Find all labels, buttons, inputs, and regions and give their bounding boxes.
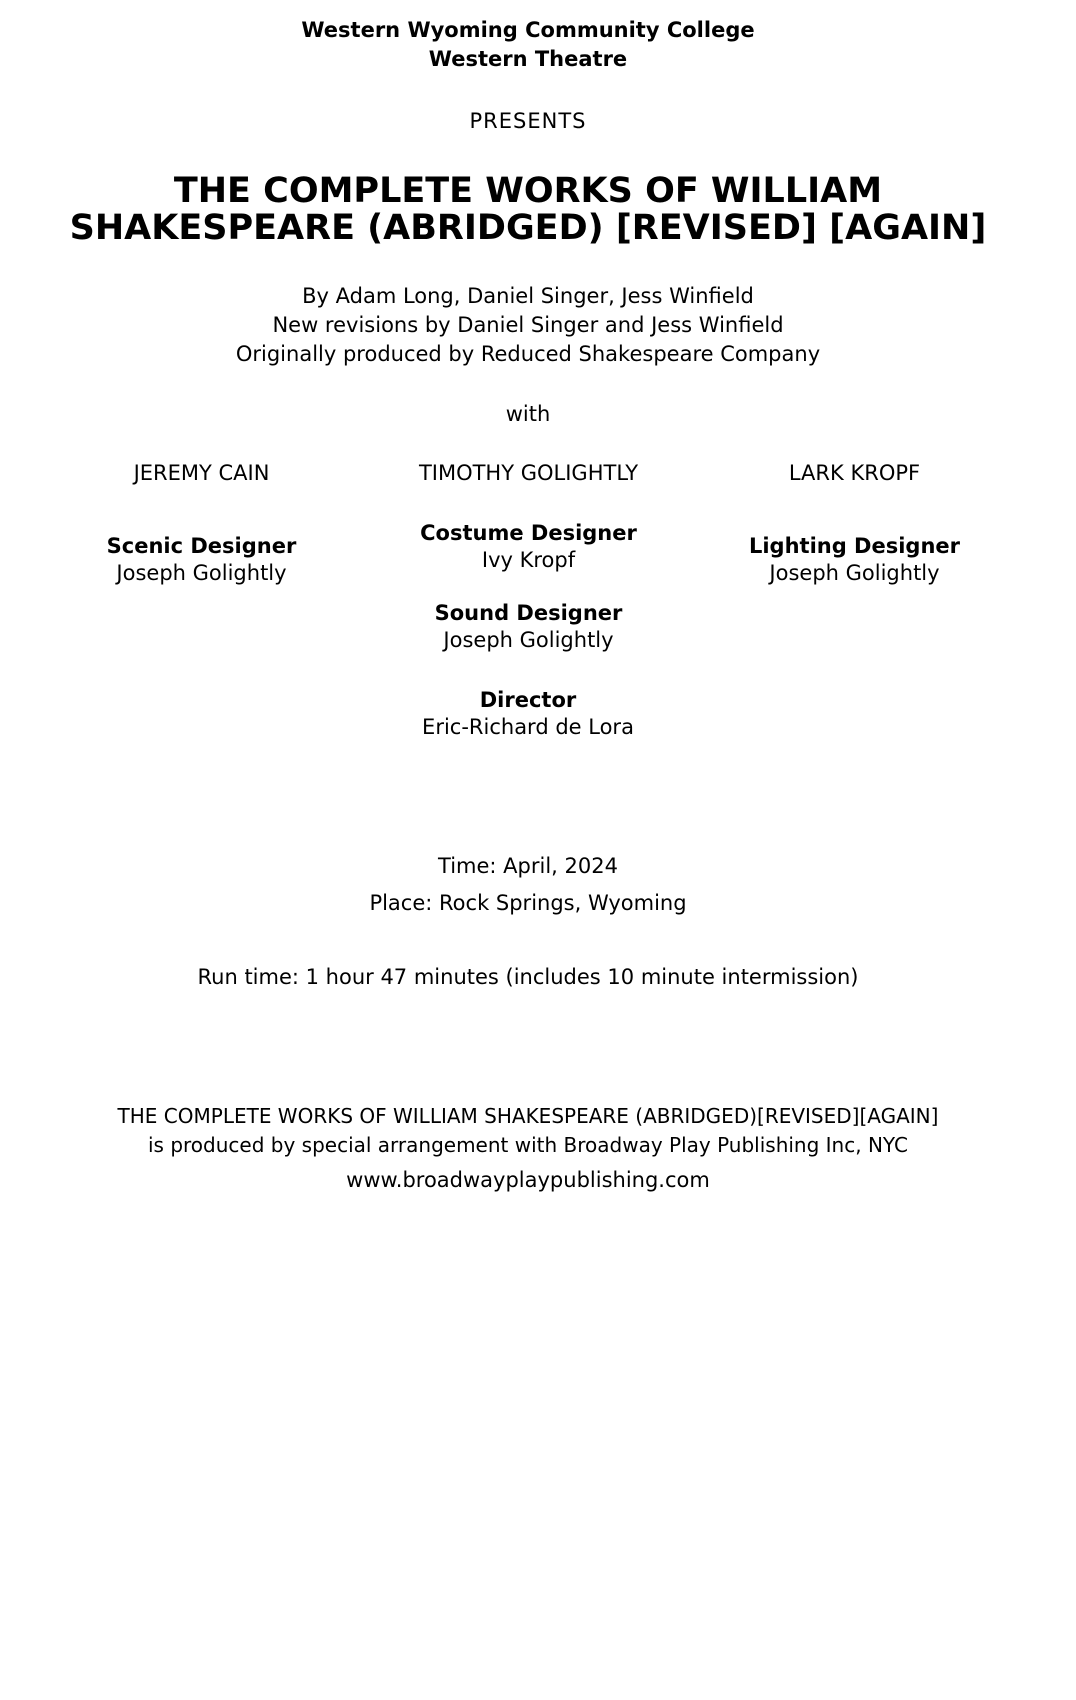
- organization-name: Western Wyoming Community College: [301, 18, 755, 42]
- credit-role: Scenic Designer: [106, 534, 297, 558]
- credit-scenic-designer: [38, 533, 365, 587]
- credit-name: Joseph Golightly: [116, 561, 287, 585]
- credit-name: Joseph Golightly: [443, 628, 614, 652]
- credit-lighting-designer: [691, 533, 1018, 587]
- credit-name: Ivy Kropf: [481, 548, 576, 572]
- presents-label: PRESENTS: [469, 109, 587, 133]
- credit-role: Sound Designer: [434, 601, 623, 625]
- byline-revisions: New revisions by Daniel Singer and Jess Winfield: [272, 313, 784, 337]
- show-title-line-1: THE COMPLETE WORKS OF WILLIAM: [173, 171, 883, 211]
- setting-place: Place: Rock Springs, Wyoming: [369, 891, 687, 915]
- cast-member-lark-kropf: LARK KROPF: [788, 461, 921, 485]
- credit-role: Costume Designer: [420, 521, 637, 545]
- producing-organization: [38, 16, 1018, 74]
- show-title: [38, 173, 1018, 247]
- cast-member-jeremy-cain: JEREMY CAIN: [133, 461, 270, 485]
- page-content: [38, 0, 1018, 1700]
- byline: [38, 282, 1018, 369]
- setting-time: Time: April, 2024: [438, 854, 618, 878]
- license-line-1: THE COMPLETE WORKS OF WILLIAM SHAKESPEARE (ABRIDGED)[REVISED][AGAIN]: [117, 1104, 939, 1128]
- credit-sound-designer: [365, 600, 692, 654]
- byline-original-producer: Originally produced by Reduced Shakespeare Company: [235, 342, 821, 366]
- show-title-line-2: SHAKESPEARE (ABRIDGED) [REVISED] [AGAIN]: [69, 208, 987, 248]
- theatre-name: Western Theatre: [428, 47, 628, 71]
- license-line-2: is produced by special arrangement with Broadway Play Publishing Inc, NYC: [147, 1133, 908, 1157]
- credit-director: [38, 687, 1018, 741]
- credit-role: Lighting Designer: [748, 534, 961, 558]
- byline-authors: By Adam Long, Daniel Singer, Jess Winfield: [302, 284, 754, 308]
- credit-role: Director: [479, 688, 577, 712]
- cast-member-timothy-golightly: TIMOTHY GOLIGHTLY: [418, 461, 639, 485]
- with-label: with: [505, 402, 551, 426]
- publisher-website: www.broadwayplaypublishing.com: [346, 1168, 710, 1192]
- license-notice: [38, 1102, 1018, 1160]
- run-time: Run time: 1 hour 47 minutes (includes 10 minute intermission): [197, 965, 859, 989]
- credit-name: Eric-Richard de Lora: [422, 715, 634, 739]
- credit-name: Joseph Golightly: [769, 561, 940, 585]
- credit-costume-designer: [365, 520, 692, 574]
